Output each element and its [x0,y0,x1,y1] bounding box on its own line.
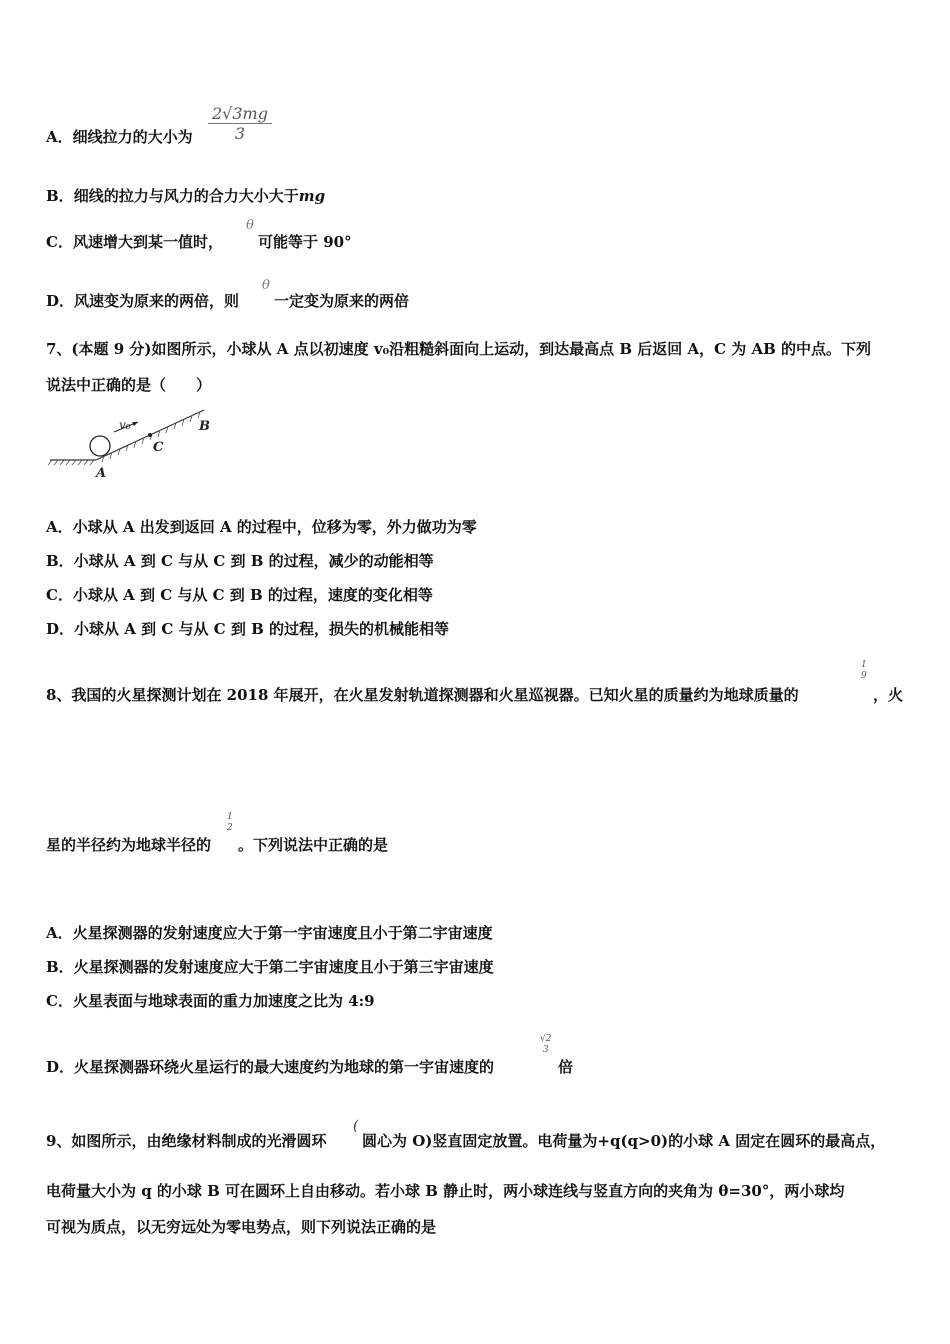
q8-radius-fraction: 1 2 [227,812,233,833]
q8-option-d-fraction: √2 3 [540,1034,552,1055]
q6-option-d-tail: 一定变为原来的两倍 [274,292,410,310]
q8-option-c: C．火星表面与地球表面的重力加速度之比为 4:9 [46,992,375,1010]
q6-option-a-formula: $\frac{2√3mg}{3}$ [208,104,272,143]
q9-paren: ( [353,1118,359,1134]
q6-option-b: B．细线的拉力与风力的合力大小大于mg [46,187,326,205]
q7-stem-line2: 说法中正确的是（ ） [46,376,212,394]
q8-option-d: D．火星探测器环绕火星运行的最大速度约为地球的第一宇宙速度的 [46,1058,495,1076]
q7-option-d: D．小球从 A 到 C 与从 C 到 B 的过程，损失的机械能相等 [46,620,449,638]
q8-stem-line1-tail: ，火 [873,686,904,704]
q8-stem-line1: 8、我国的火星探测计划在 2018 年展开，在火星发射轨道探测器和火星巡视器。已知火星的质量约为地球质量的 [46,686,799,704]
q9-stem-line1a: 9、如图所示，由绝缘材料制成的光滑圆环 [46,1132,327,1150]
q7-figure-b-label: B [199,419,210,434]
q7-figure-c-label: C [153,440,164,455]
q6-option-c-tail: 可能等于 90° [258,233,352,251]
q8-option-d-tail: 倍 [558,1058,574,1076]
q9-stem-line3: 可视为质点，以无穷远处为零电势点，则下列说法正确的是 [46,1218,437,1236]
q8-stem-line2-tail: 。下列说法中正确的是 [238,836,389,854]
q7-figure-v0-label: v₀ [119,418,131,432]
q8-option-b: B．火星探测器的发射速度应大于第二宇宙速度且小于第三宇宙速度 [46,958,494,976]
q6-option-c: C．风速增大到某一值时， [46,233,223,251]
q6-option-d-theta: θ [262,278,270,293]
q7-option-b: B．小球从 A 到 C 与从 C 到 B 的过程，减少的动能相等 [46,552,434,570]
q7-stem-line1: 7、(本题 9 分)如图所示，小球从 A 点以初速度 v₀沿粗糙斜面向上运动，到达最高点 B 后返回 A，C 为 AB 的中点。下列 [46,340,872,358]
q9-stem-line2: 电荷量大小为 q 的小球 B 可在圆环上自由移动。若小球 B 静止时，两小球连线与竖直方向的夹角为 θ=30°，两小球均 [46,1182,845,1200]
q8-option-a: A．火星探测器的发射速度应大于第一宇宙速度且小于第二宇宙速度 [46,924,493,942]
q8-stem-line2: 星的半径约为地球半径的 [46,836,212,854]
q8-mass-fraction: 1 9 [861,660,867,681]
q6-option-c-theta: θ [246,218,254,233]
q6-option-d: D．风速变为原来的两倍，则 [46,292,240,310]
q6-option-a: A．细线拉力的大小为 [46,128,193,146]
q7-option-a: A．小球从 A 出发到返回 A 的过程中，位移为零，外力做功为零 [46,518,477,536]
q7-incline-figure [44,404,214,484]
q7-figure-a-label: A [96,466,107,481]
q7-option-c: C．小球从 A 到 C 与从 C 到 B 的过程，速度的变化相等 [46,586,433,604]
q9-stem-line1b: 圆心为 O)竖直固定放置。电荷量为+q(q>0)的小球 A 固定在圆环的最高点， [362,1132,886,1150]
